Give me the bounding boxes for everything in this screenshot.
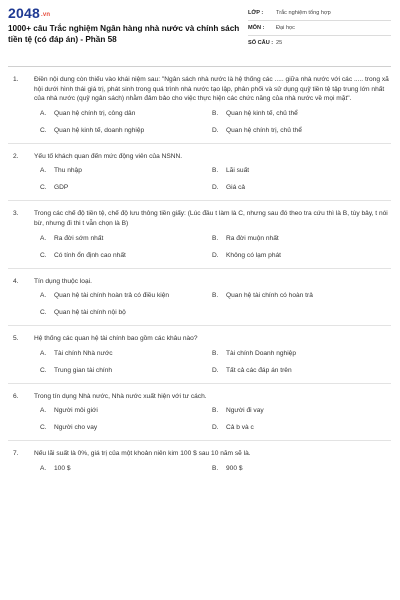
option-letter: D. [212, 251, 219, 259]
document-title: 1000+ câu Trắc nghiệm Ngân hàng nhà nước và chính sách tiền tệ (có đáp án) - Phần 58 [8, 24, 240, 44]
info-row-subject [248, 21, 391, 36]
question-text: Trong các chế độ tiền tệ, chế độ lưu thông tiền giấy: (Lúc đầu t làm là C, nhưng sau đó theo tra cứu thì là B, tùy bảy, t nói bừ, nhưng đi thi t vẫn chọn là B) [34, 210, 388, 227]
option-text: Trung gian tài chính [54, 366, 113, 374]
divider [8, 383, 391, 384]
option-b[interactable] [212, 292, 391, 300]
option-letter: A. [40, 292, 47, 300]
divider [8, 143, 391, 144]
option-b[interactable] [212, 350, 391, 358]
option-c[interactable] [40, 252, 212, 260]
question-number: 5. [13, 335, 19, 343]
question-7 [8, 449, 391, 473]
question-text: Yếu tố khách quan đến mức động viên của NSNN. [34, 152, 183, 160]
option-letter: B. [212, 407, 219, 415]
question-number: 7. [13, 450, 19, 458]
question-5 [8, 334, 391, 375]
question-number: 3. [13, 210, 19, 218]
question-text: Hệ thống các quan hệ tài chính bao gồm các khâu nào? [34, 335, 198, 343]
question-1 [8, 75, 391, 135]
options [40, 292, 391, 317]
options [40, 350, 391, 375]
option-text: Giá cả [226, 184, 246, 192]
option-a[interactable] [40, 292, 212, 300]
option-text: Tất cả các đáp án trên [226, 366, 292, 374]
option-letter: D. [212, 184, 219, 192]
option-d[interactable] [212, 424, 391, 432]
options [40, 167, 391, 192]
info-label: SỐ CÂU : [248, 40, 274, 46]
option-a[interactable] [40, 465, 212, 473]
option-letter: A. [40, 109, 47, 117]
options [40, 235, 391, 260]
option-c[interactable] [40, 309, 212, 317]
option-text: Quan hệ chính trị, chủ thể [226, 126, 302, 134]
option-text: Người môi giới [54, 407, 98, 415]
option-text: Không có lạm phát [226, 251, 281, 259]
option-letter: C. [40, 251, 47, 259]
divider [8, 268, 391, 269]
option-letter: D. [212, 366, 219, 374]
question-text: Điền nội dung còn thiếu vào khái niệm sau: "Ngân sách nhà nước là hệ thống các ..... giữa nhà nước với các ..... trong xã hội dưới hình thái giá trị, phát sinh trong quá trình nhà nước tạo lập, phân phối và sử dụng quỹ tiền tệ tập trung lớn nhất của nhà nước (quỹ ngân sách) nhằm đảm bảo cho việc thực hiện các chức năng của nhà nước về mọi mặt". [34, 76, 389, 103]
option-b[interactable] [212, 235, 391, 243]
option-a[interactable] [40, 167, 212, 175]
option-text: 100 $ [54, 464, 71, 472]
divider [8, 200, 391, 201]
option-b[interactable] [212, 167, 391, 175]
option-letter: B. [212, 234, 219, 242]
option-letter: B. [212, 292, 219, 300]
option-text: Quan hệ tài chính nội bộ [54, 309, 126, 317]
option-a[interactable] [40, 235, 212, 243]
option-letter: C. [40, 184, 47, 192]
option-text: Tài chính Nhà nước [54, 349, 113, 357]
option-text: Người đi vay [226, 407, 264, 415]
option-letter: C. [40, 126, 47, 134]
option-letter: B. [212, 109, 219, 117]
option-text: GDP [54, 184, 69, 192]
option-text: Quan hệ tài chính có hoàn trả [226, 292, 313, 300]
info-value: Đại học [276, 25, 295, 31]
option-text: Quan hệ tài chính hoàn trả có điều kiện [54, 292, 170, 300]
question-text: Tín dụng thuộc loại. [34, 277, 92, 285]
options [40, 110, 391, 135]
option-letter: C. [40, 309, 47, 317]
option-letter: A. [40, 464, 47, 472]
option-d[interactable] [212, 367, 391, 375]
question-3 [8, 209, 391, 259]
option-d[interactable] [212, 127, 391, 135]
option-c[interactable] [40, 184, 212, 192]
header-left [8, 0, 240, 62]
option-b[interactable] [212, 465, 391, 473]
option-text: Tài chính Doanh nghiệp [226, 349, 297, 357]
option-letter: C. [40, 424, 47, 432]
option-letter: A. [40, 349, 47, 357]
question-2 [8, 152, 391, 193]
divider [8, 440, 391, 441]
info-row-count [248, 36, 391, 50]
logo-main: 2048 [8, 5, 40, 21]
option-letter: B. [212, 349, 219, 357]
question-4 [8, 277, 391, 318]
info-label: LỚP : [248, 10, 264, 16]
question-text: Trong tín dụng Nhà nước, Nhà nước xuất hiện với tư cách. [34, 392, 207, 400]
page-header [8, 0, 391, 62]
info-table [248, 0, 391, 62]
info-value: 25 [276, 40, 283, 46]
option-text: Cả b và c [226, 424, 254, 432]
option-text: Người cho vay [54, 424, 98, 432]
info-label: MÔN : [248, 25, 265, 31]
option-c[interactable] [40, 424, 212, 432]
option-a[interactable] [40, 350, 212, 358]
question-6 [8, 392, 391, 433]
question-number: 4. [13, 277, 19, 285]
logo-sub: .vn [40, 12, 51, 18]
option-text: Có tính ổn định cao nhất [54, 251, 126, 259]
question-number: 1. [13, 76, 19, 83]
option-text: Quan hệ chính trị, công dân [54, 109, 136, 117]
question-number: 2. [13, 152, 19, 160]
option-c[interactable] [40, 367, 212, 375]
option-letter: A. [40, 407, 47, 415]
option-a[interactable] [40, 110, 212, 118]
question-number: 6. [13, 392, 19, 400]
divider [8, 325, 391, 326]
site-logo[interactable] [8, 5, 240, 21]
option-text: 900 $ [226, 464, 243, 472]
option-letter: D. [212, 424, 219, 432]
option-b[interactable] [212, 407, 391, 415]
option-a[interactable] [40, 407, 212, 415]
option-text: Ra đời sớm nhất [54, 234, 104, 242]
option-b[interactable] [212, 110, 391, 118]
option-text: Quan hệ kinh tế, chủ thể [226, 109, 298, 117]
question-list [8, 67, 391, 473]
question-text: Nếu lãi suất là 0%, giá trị của một khoản niên kim 100 $ sau 10 năm sẽ là. [34, 450, 251, 458]
option-letter: B. [212, 464, 219, 472]
option-text: Ra đời muộn nhất [226, 234, 279, 242]
option-d[interactable] [212, 252, 391, 260]
option-text: Lãi suất [226, 167, 250, 175]
option-letter: B. [212, 167, 219, 175]
option-d[interactable] [212, 184, 391, 192]
option-letter: C. [40, 366, 47, 374]
option-c[interactable] [40, 127, 212, 135]
info-row-class [248, 6, 391, 21]
option-text: Quan hệ kinh tế, doanh nghiệp [54, 126, 145, 134]
option-letter: D. [212, 126, 219, 134]
options [40, 407, 391, 432]
option-text: Thu nhập [54, 167, 82, 175]
info-value: Trắc nghiệm tổng hợp [276, 10, 331, 16]
options [40, 465, 391, 473]
option-letter: A. [40, 234, 47, 242]
option-letter: A. [40, 167, 47, 175]
